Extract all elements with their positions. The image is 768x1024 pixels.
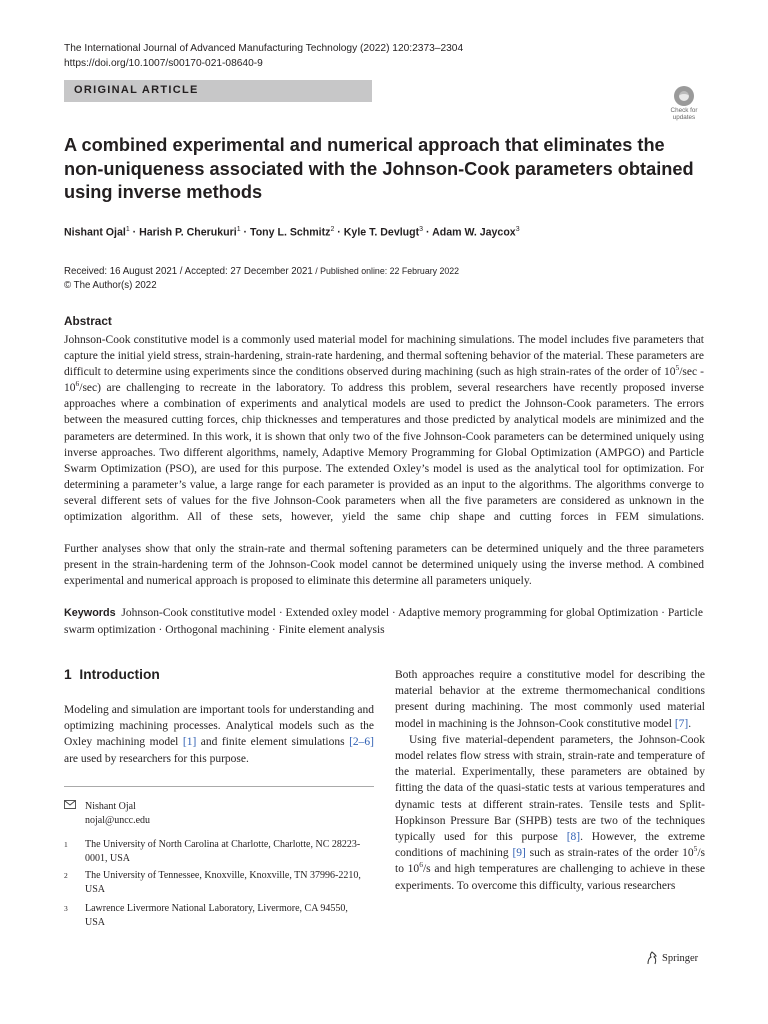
author-affiliation-mark: 2: [330, 226, 335, 233]
citation-link[interactable]: [8]: [566, 831, 581, 844]
body-text: Both approaches require a constitutive model for describing the material behavior at the extreme thermomechanical conditions present during machining. The most commonly used material model in machining is the Johnson-Cook constitutive model: [395, 669, 705, 730]
body-text: Modeling and simulation are important tools for understanding and optimizing machining processes. Analytical models such as the Oxley machining model: [64, 704, 374, 749]
check-for-updates-badge[interactable]: [664, 86, 704, 122]
affiliation-mark: 2: [64, 871, 68, 880]
author[interactable]: Adam W. Jaycox: [432, 226, 516, 239]
affiliation-mark: 1: [64, 840, 68, 849]
abstract-heading: Abstract: [64, 314, 112, 328]
keywords-list: Johnson-Cook constitutive model · Extended oxley model · Adaptive memory programming for global Optimization · Particle swarm optimization · Orthogonal machining · Finite element analysis: [64, 607, 703, 636]
body-text: .: [688, 717, 692, 730]
exponent: 5: [693, 844, 698, 854]
keywords-label: Keywords: [64, 607, 116, 619]
body-text: such as strain-rates of the order 10: [525, 847, 694, 860]
abstract-text-part: Johnson-Cook constitutive model is a commonly used material model for machining simulations. The model includes five parameters that capture the initial yield stress, strain-hardening, strain-rate hardening, and thermal softening behavior of the material. These parameters are difficult to determine using experiments since the conditions observed during machining (such as high strain-rates of the order of 10: [64, 334, 704, 379]
author[interactable]: Nishant Ojal: [64, 226, 126, 239]
publisher-mark: [646, 951, 698, 965]
author-affiliation-mark: 1: [125, 226, 130, 233]
published-date: / Published online: 22 February 2022: [312, 266, 460, 276]
footnote-divider: [64, 786, 374, 787]
check-updates-line2: updates: [672, 113, 696, 121]
affiliation-text: The University of Tennessee, Knoxville, Knoxville, TN 37996-2210, USA: [85, 870, 361, 895]
copyright: © The Author(s) 2022: [64, 280, 157, 291]
section-number: 1: [64, 667, 72, 682]
body-text: /s to 10: [395, 847, 705, 876]
affiliation-footnote: [64, 838, 374, 866]
intro-left-column: [64, 702, 374, 767]
intro-right-column: [395, 667, 705, 894]
author-affiliation-mark: 3: [515, 226, 520, 233]
publisher-name: Springer: [662, 952, 699, 964]
envelope-icon: [64, 800, 76, 814]
exponent: 6: [75, 379, 80, 389]
publication-dates: [64, 264, 459, 293]
corresponding-author-name: Nishant Ojal: [85, 801, 136, 812]
affiliation-mark: 3: [64, 904, 68, 913]
received-accepted-dates: Received: 16 August 2021 / Accepted: 27 December 2021: [64, 266, 313, 277]
author-affiliation-mark: 3: [419, 226, 424, 233]
author[interactable]: Kyle T. Devlugt: [343, 226, 420, 239]
citation-link[interactable]: [9]: [512, 847, 526, 860]
abstract-body: [64, 332, 704, 590]
section-heading: [64, 667, 160, 682]
affiliation-footnote: [64, 869, 374, 897]
abstract-text-part: /sec - 10: [64, 366, 704, 395]
citation-link[interactable]: [7]: [674, 717, 689, 730]
exponent: 6: [419, 860, 423, 870]
abstract-text-part: /sec) are challenging to recreate in the laboratory. To address this problem, several researchers have recently proposed inverse approaches where a combination of experiments and analytical models are used to predict the Johnson-Cook parameters. The errors between the measured cutting forces, chip thicknesses and temperatures and those predicted by analytical models are minimized and the parameters are determined. In this work, it is shown that only two of the five Johnson-Cook parameters can be determined uniquely using inverse approaches. Two different algorithms, namely, Adaptive Memory Programming for Global Optimization (AMPGO) and Particle Swarm Optimization (PSO), are used for this purpose. The extended Oxley’s model is used as the analytical tool for optimization. For determining a parameter’s value, a large range for each parameter is provided as an input to the algorithms. The algorithms converge to several different sets of values for the five Johnson-Cook parameters when all the five parameters are considered as unknown in the optimization algorithm. All of these sets, however, yield the same chip shape and cutting forces in FEM simulations.: [64, 382, 704, 524]
doi-link[interactable]: https://doi.org/10.1007/s00170-021-08640-9: [64, 57, 263, 69]
email-link[interactable]: nojal@uncc.edu: [85, 814, 151, 826]
affiliation-text: Lawrence Livermore National Laboratory, Livermore, CA 94550, USA: [85, 903, 348, 928]
body-text: are used by researchers for this purpose.: [64, 752, 249, 765]
exponent: 5: [675, 363, 680, 373]
author[interactable]: Tony L. Schmitz: [250, 226, 331, 239]
article-title: A combined experimental and numerical approach that eliminates the non-uniqueness associated with the Johnson-Cook parameters obtained using inverse methods: [64, 135, 694, 202]
affiliation-footnote: [64, 902, 374, 930]
section-title: Introduction: [79, 667, 160, 682]
author[interactable]: Harish P. Cherukuri: [139, 226, 237, 239]
citation-link[interactable]: [2–6]: [349, 736, 374, 749]
keywords: [64, 605, 704, 638]
article-type-bar: [64, 80, 372, 102]
springer-horse-icon: [646, 951, 658, 965]
article-type: ORIGINAL ARTICLE: [74, 84, 199, 96]
body-text: /s and high temperatures are challenging to achieve in these experiments. To overcome this difficulty, various researchers: [395, 863, 705, 892]
journal-citation: The International Journal of Advanced Manufacturing Technology (2022) 120:2373–2304: [64, 43, 464, 54]
corresponding-author-footnote: [64, 800, 374, 828]
citation-link[interactable]: [1]: [182, 736, 197, 749]
abstract-text-part: Further analyses show that only the strain-rate and thermal softening parameters can be determined uniquely and the three parameters present in the strain-hardening term of the Johnson-Cook model cannot be determined uniquely using the inverse method. A combined experimental and numerical approach is proposed to eliminate this determine all parameters uniquely.: [64, 543, 704, 588]
journal-header: [64, 42, 463, 71]
body-text: and finite element simulations: [196, 736, 350, 749]
author-list: Nishant Ojal$^1$ · Harish P. Cherukuri$^1$ · Tony L. Schmitz$^2$ · Kyle T. Devlugt$^3$ · Adam W. Jaycox$^3$: [64, 226, 520, 239]
check-updates-icon: [674, 86, 694, 106]
check-updates-line1: Check for: [670, 107, 698, 114]
body-text: Using five material-dependent parameters, the Johnson-Cook model relates flow stress with strain, strain-rate and temperature of the material. Experimentally, these parameters are obtained by fitting the data of the quasi-static tests at various temperatures and dynamic tests at different strain-rates. Tensile tests and Split-Hopkinson Pressure Bar (SHPB) tests are two of the techniques typically used for this purpose: [395, 733, 705, 844]
affiliation-text: The University of North Carolina at Charlotte, Charlotte, NC 28223-0001, USA: [85, 839, 361, 864]
body-text: . However, the extreme conditions of machining: [395, 831, 705, 860]
author-affiliation-mark: 1: [236, 226, 241, 233]
